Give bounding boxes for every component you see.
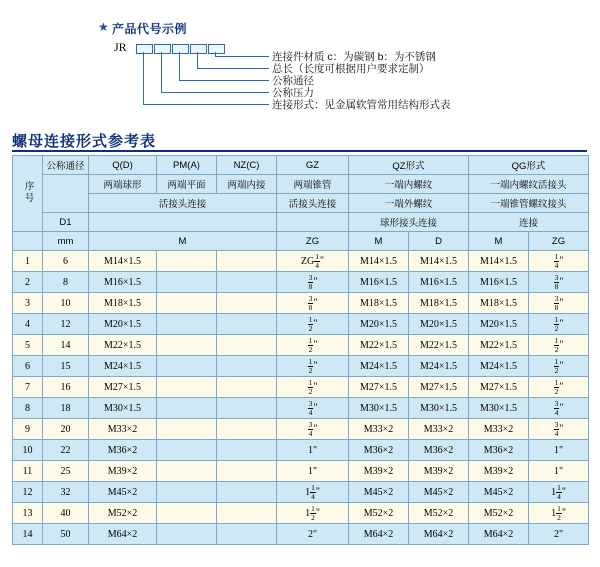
header-group-q-code: Q(D) xyxy=(89,156,157,175)
cell-pm-m xyxy=(157,377,217,398)
cell-qz-m: M45×2 xyxy=(349,482,409,503)
header-sub-qg-m: M xyxy=(469,232,529,251)
cell-pm-m xyxy=(157,293,217,314)
cell-gz-zg: $\frac{3}{4}$ " xyxy=(277,398,349,419)
cell-gz-zg: 1" xyxy=(277,461,349,482)
header-q-type: 两端球形 xyxy=(89,175,157,194)
cell-qz-d: M39×2 xyxy=(409,461,469,482)
cell-qz-m: M33×2 xyxy=(349,419,409,440)
cell-qz-m: M36×2 xyxy=(349,440,409,461)
cell-nz-m xyxy=(217,503,277,524)
cell-q-m: M64×2 xyxy=(89,524,157,545)
cell-seq: 8 xyxy=(13,398,43,419)
cell-q-m: M30×1.5 xyxy=(89,398,157,419)
cell-nz-m xyxy=(217,335,277,356)
cell-gz-zg: 1 $\frac{1}{4}$ " xyxy=(277,482,349,503)
cell-dn: 16 xyxy=(43,377,89,398)
cell-q-m: M20×1.5 xyxy=(89,314,157,335)
cell-qz-d: M45×2 xyxy=(409,482,469,503)
cell-qg-zg: $\frac{1}{2}$ " xyxy=(529,335,589,356)
cell-qz-m: M22×1.5 xyxy=(349,335,409,356)
table-header-row-4 xyxy=(13,213,589,232)
nut-connection-table xyxy=(12,155,589,545)
table-row xyxy=(13,356,589,377)
header-q-conn: 活接头连接 xyxy=(89,194,277,213)
legend-total-length: 总长（长度可根据用户要求定制） xyxy=(272,63,430,75)
cell-qg-zg: $\frac{1}{2}$ " xyxy=(529,377,589,398)
cell-gz-zg: ZG $\frac{1}{4}$ " xyxy=(277,251,349,272)
cell-seq: 10 xyxy=(13,440,43,461)
header-group-pm-code: PM(A) xyxy=(157,156,217,175)
cell-seq: 14 xyxy=(13,524,43,545)
cell-qg-zg: $\frac{1}{2}$ " xyxy=(529,356,589,377)
cell-dn: 6 xyxy=(43,251,89,272)
header-qg-type: 一端内螺纹活接头 xyxy=(469,175,589,194)
cell-pm-m xyxy=(157,356,217,377)
cell-qz-d: M33×2 xyxy=(409,419,469,440)
cell-pm-m xyxy=(157,503,217,524)
cell-qg-zg: $\frac{1}{4}$ " xyxy=(529,251,589,272)
cell-nz-m xyxy=(217,314,277,335)
cell-nz-m xyxy=(217,461,277,482)
table-header-row-5 xyxy=(13,232,589,251)
cell-pm-m xyxy=(157,398,217,419)
cell-seq: 2 xyxy=(13,272,43,293)
table-row xyxy=(13,377,589,398)
header-gz-conn: 活接头连接 xyxy=(277,194,349,213)
cell-qg-zg: $\frac{3}{8}$ " xyxy=(529,272,589,293)
cell-dn: 32 xyxy=(43,482,89,503)
cell-qg-zg: 1 $\frac{1}{4}$ " xyxy=(529,482,589,503)
cell-nz-m xyxy=(217,356,277,377)
header-qg-conn: 连接 xyxy=(469,213,589,232)
cell-pm-m xyxy=(157,314,217,335)
cell-dn: 40 xyxy=(43,503,89,524)
header-sub-m: M xyxy=(89,232,277,251)
header-seq xyxy=(13,156,43,232)
cell-seq: 5 xyxy=(13,335,43,356)
cell-qz-m: M39×2 xyxy=(349,461,409,482)
header-seq-blank xyxy=(13,232,43,251)
cell-pm-m xyxy=(157,461,217,482)
header-sub-qz-m: M xyxy=(349,232,409,251)
cell-dn: 15 xyxy=(43,356,89,377)
cell-dn: 14 xyxy=(43,335,89,356)
cell-dn: 12 xyxy=(43,314,89,335)
legend-connection-type: 连接形式：见金属软管常用结构形式表 xyxy=(272,99,451,111)
cell-q-m: M24×1.5 xyxy=(89,356,157,377)
cell-gz-zg: $\frac{1}{2}$ " xyxy=(277,356,349,377)
header-group-nz-code: NZ(C) xyxy=(217,156,277,175)
cell-pm-m xyxy=(157,440,217,461)
cell-q-m: M45×2 xyxy=(89,482,157,503)
cell-qz-d: M36×2 xyxy=(409,440,469,461)
cell-qg-m: M27×1.5 xyxy=(469,377,529,398)
cell-nz-m xyxy=(217,440,277,461)
table-row xyxy=(13,293,589,314)
cell-qz-m: M16×1.5 xyxy=(349,272,409,293)
table-row xyxy=(13,461,589,482)
header-pm-type: 两端平面 xyxy=(157,175,217,194)
cell-gz-zg: $\frac{1}{2}$ " xyxy=(277,335,349,356)
cell-dn: 10 xyxy=(43,293,89,314)
cell-gz-zg: 2" xyxy=(277,524,349,545)
cell-qz-d: M30×1.5 xyxy=(409,398,469,419)
cell-qz-d: M27×1.5 xyxy=(409,377,469,398)
cell-qg-m: M36×2 xyxy=(469,440,529,461)
table-body xyxy=(13,251,589,545)
header-blank-1 xyxy=(89,213,277,232)
cell-qg-zg: $\frac{3}{4}$ " xyxy=(529,398,589,419)
header-mm: mm xyxy=(43,232,89,251)
cell-pm-m xyxy=(157,272,217,293)
header-d1: D1 xyxy=(43,213,89,232)
cell-dn: 20 xyxy=(43,419,89,440)
table-row xyxy=(13,482,589,503)
cell-seq: 11 xyxy=(13,461,43,482)
cell-nz-m xyxy=(217,293,277,314)
cell-gz-zg: $\frac{3}{8}$ " xyxy=(277,272,349,293)
star-icon: ★ xyxy=(98,20,109,34)
cell-q-m: M16×1.5 xyxy=(89,272,157,293)
cell-q-m: M36×2 xyxy=(89,440,157,461)
product-code-diagram xyxy=(0,0,600,128)
cell-qz-m: M24×1.5 xyxy=(349,356,409,377)
table-row xyxy=(13,335,589,356)
header-nz-type: 两端内接 xyxy=(217,175,277,194)
header-qz-type: 一端内螺纹 xyxy=(349,175,469,194)
cell-gz-zg: 1" xyxy=(277,440,349,461)
header-qz-type2: 一端外螺纹 xyxy=(349,194,469,213)
diagram-title: 产品代号示例 xyxy=(112,22,188,36)
cell-qz-d: M14×1.5 xyxy=(409,251,469,272)
cell-qz-d: M24×1.5 xyxy=(409,356,469,377)
table-row xyxy=(13,398,589,419)
cell-qz-d: M20×1.5 xyxy=(409,314,469,335)
product-prefix-label: JR xyxy=(114,40,127,54)
cell-qg-m: M52×2 xyxy=(469,503,529,524)
cell-nz-m xyxy=(217,398,277,419)
cell-qg-m: M30×1.5 xyxy=(469,398,529,419)
cell-gz-zg: $\frac{3}{8}$ " xyxy=(277,293,349,314)
cell-nz-m xyxy=(217,419,277,440)
cell-qg-zg: 2" xyxy=(529,524,589,545)
cell-qz-d: M64×2 xyxy=(409,524,469,545)
header-qg-type2: 一端锥管螺纹接头 xyxy=(469,194,589,213)
cell-dn: 8 xyxy=(43,272,89,293)
cell-qg-m: M64×2 xyxy=(469,524,529,545)
cell-qg-m: M22×1.5 xyxy=(469,335,529,356)
table-header-row-2 xyxy=(13,175,589,194)
header-qz-conn: 球形接头连接 xyxy=(349,213,469,232)
table-row xyxy=(13,419,589,440)
cell-qz-d: M16×1.5 xyxy=(409,272,469,293)
header-group-gz-code: GZ xyxy=(277,156,349,175)
header-sub-zg: ZG xyxy=(277,232,349,251)
cell-qz-d: M18×1.5 xyxy=(409,293,469,314)
cell-qg-zg: 1" xyxy=(529,461,589,482)
cell-seq: 7 xyxy=(13,377,43,398)
cell-gz-zg: $\frac{1}{2}$ " xyxy=(277,377,349,398)
cell-seq: 3 xyxy=(13,293,43,314)
legend-nominal-diameter: 公称通径 xyxy=(272,75,314,87)
cell-qg-zg: 1" xyxy=(529,440,589,461)
cell-q-m: M14×1.5 xyxy=(89,251,157,272)
cell-qz-m: M27×1.5 xyxy=(349,377,409,398)
cell-pm-m xyxy=(157,335,217,356)
section-divider xyxy=(12,150,587,152)
cell-q-m: M18×1.5 xyxy=(89,293,157,314)
table-row xyxy=(13,272,589,293)
table-header-row-3 xyxy=(13,194,589,213)
header-group-qz-code: QZ形式 xyxy=(349,156,469,175)
header-group-qg-code: QG形式 xyxy=(469,156,589,175)
cell-qg-zg: $\frac{3}{4}$ " xyxy=(529,419,589,440)
section-title: 螺母连接形式参考表 xyxy=(12,133,157,150)
legend-material: 连接件材质 c：为碳钢 b：为不锈钢 xyxy=(272,51,436,63)
header-sub-qg-zg: ZG xyxy=(529,232,589,251)
leader-line-5 xyxy=(143,52,269,105)
cell-qz-m: M30×1.5 xyxy=(349,398,409,419)
cell-pm-m xyxy=(157,524,217,545)
table-row xyxy=(13,251,589,272)
cell-seq: 13 xyxy=(13,503,43,524)
cell-nz-m xyxy=(217,377,277,398)
cell-gz-zg: $\frac{3}{4}$ " xyxy=(277,419,349,440)
cell-qz-d: M52×2 xyxy=(409,503,469,524)
cell-pm-m xyxy=(157,251,217,272)
cell-qg-m: M33×2 xyxy=(469,419,529,440)
cell-qz-d: M22×1.5 xyxy=(409,335,469,356)
header-dn-blank xyxy=(43,175,89,213)
cell-q-m: M22×1.5 xyxy=(89,335,157,356)
cell-seq: 9 xyxy=(13,419,43,440)
table-row xyxy=(13,440,589,461)
cell-seq: 12 xyxy=(13,482,43,503)
cell-q-m: M33×2 xyxy=(89,419,157,440)
header-blank-2 xyxy=(277,213,349,232)
cell-nz-m xyxy=(217,272,277,293)
cell-q-m: M52×2 xyxy=(89,503,157,524)
cell-qz-m: M14×1.5 xyxy=(349,251,409,272)
nut-connection-table-wrap xyxy=(12,155,588,545)
cell-qg-m: M45×2 xyxy=(469,482,529,503)
cell-dn: 50 xyxy=(43,524,89,545)
cell-seq: 4 xyxy=(13,314,43,335)
cell-nz-m xyxy=(217,482,277,503)
cell-qg-m: M16×1.5 xyxy=(469,272,529,293)
cell-seq: 1 xyxy=(13,251,43,272)
header-dn: 公称通径 xyxy=(43,156,89,175)
cell-qg-m: M39×2 xyxy=(469,461,529,482)
header-gz-type: 两端锥管 xyxy=(277,175,349,194)
cell-qz-m: M20×1.5 xyxy=(349,314,409,335)
cell-qg-m: M20×1.5 xyxy=(469,314,529,335)
cell-pm-m xyxy=(157,419,217,440)
cell-q-m: M27×1.5 xyxy=(89,377,157,398)
cell-dn: 25 xyxy=(43,461,89,482)
cell-qg-m: M24×1.5 xyxy=(469,356,529,377)
cell-qg-zg: $\frac{3}{8}$ " xyxy=(529,293,589,314)
cell-qz-m: M52×2 xyxy=(349,503,409,524)
legend-nominal-pressure: 公称压力 xyxy=(272,87,314,99)
header-sub-qz-d: D xyxy=(409,232,469,251)
table-row xyxy=(13,524,589,545)
cell-pm-m xyxy=(157,482,217,503)
cell-nz-m xyxy=(217,524,277,545)
cell-q-m: M39×2 xyxy=(89,461,157,482)
cell-nz-m xyxy=(217,251,277,272)
cell-qz-m: M64×2 xyxy=(349,524,409,545)
cell-dn: 22 xyxy=(43,440,89,461)
cell-gz-zg: 1 $\frac{1}{2}$ " xyxy=(277,503,349,524)
table-row xyxy=(13,503,589,524)
cell-qg-m: M18×1.5 xyxy=(469,293,529,314)
cell-qg-zg: 1 $\frac{1}{2}$ " xyxy=(529,503,589,524)
cell-qg-zg: $\frac{1}{2}$ " xyxy=(529,314,589,335)
table-row xyxy=(13,314,589,335)
cell-seq: 6 xyxy=(13,356,43,377)
header-seq-label: 序号 xyxy=(22,180,34,204)
cell-qz-m: M18×1.5 xyxy=(349,293,409,314)
table-header-row-1 xyxy=(13,156,589,175)
cell-qg-m: M14×1.5 xyxy=(469,251,529,272)
cell-dn: 18 xyxy=(43,398,89,419)
cell-gz-zg: $\frac{1}{2}$ " xyxy=(277,314,349,335)
